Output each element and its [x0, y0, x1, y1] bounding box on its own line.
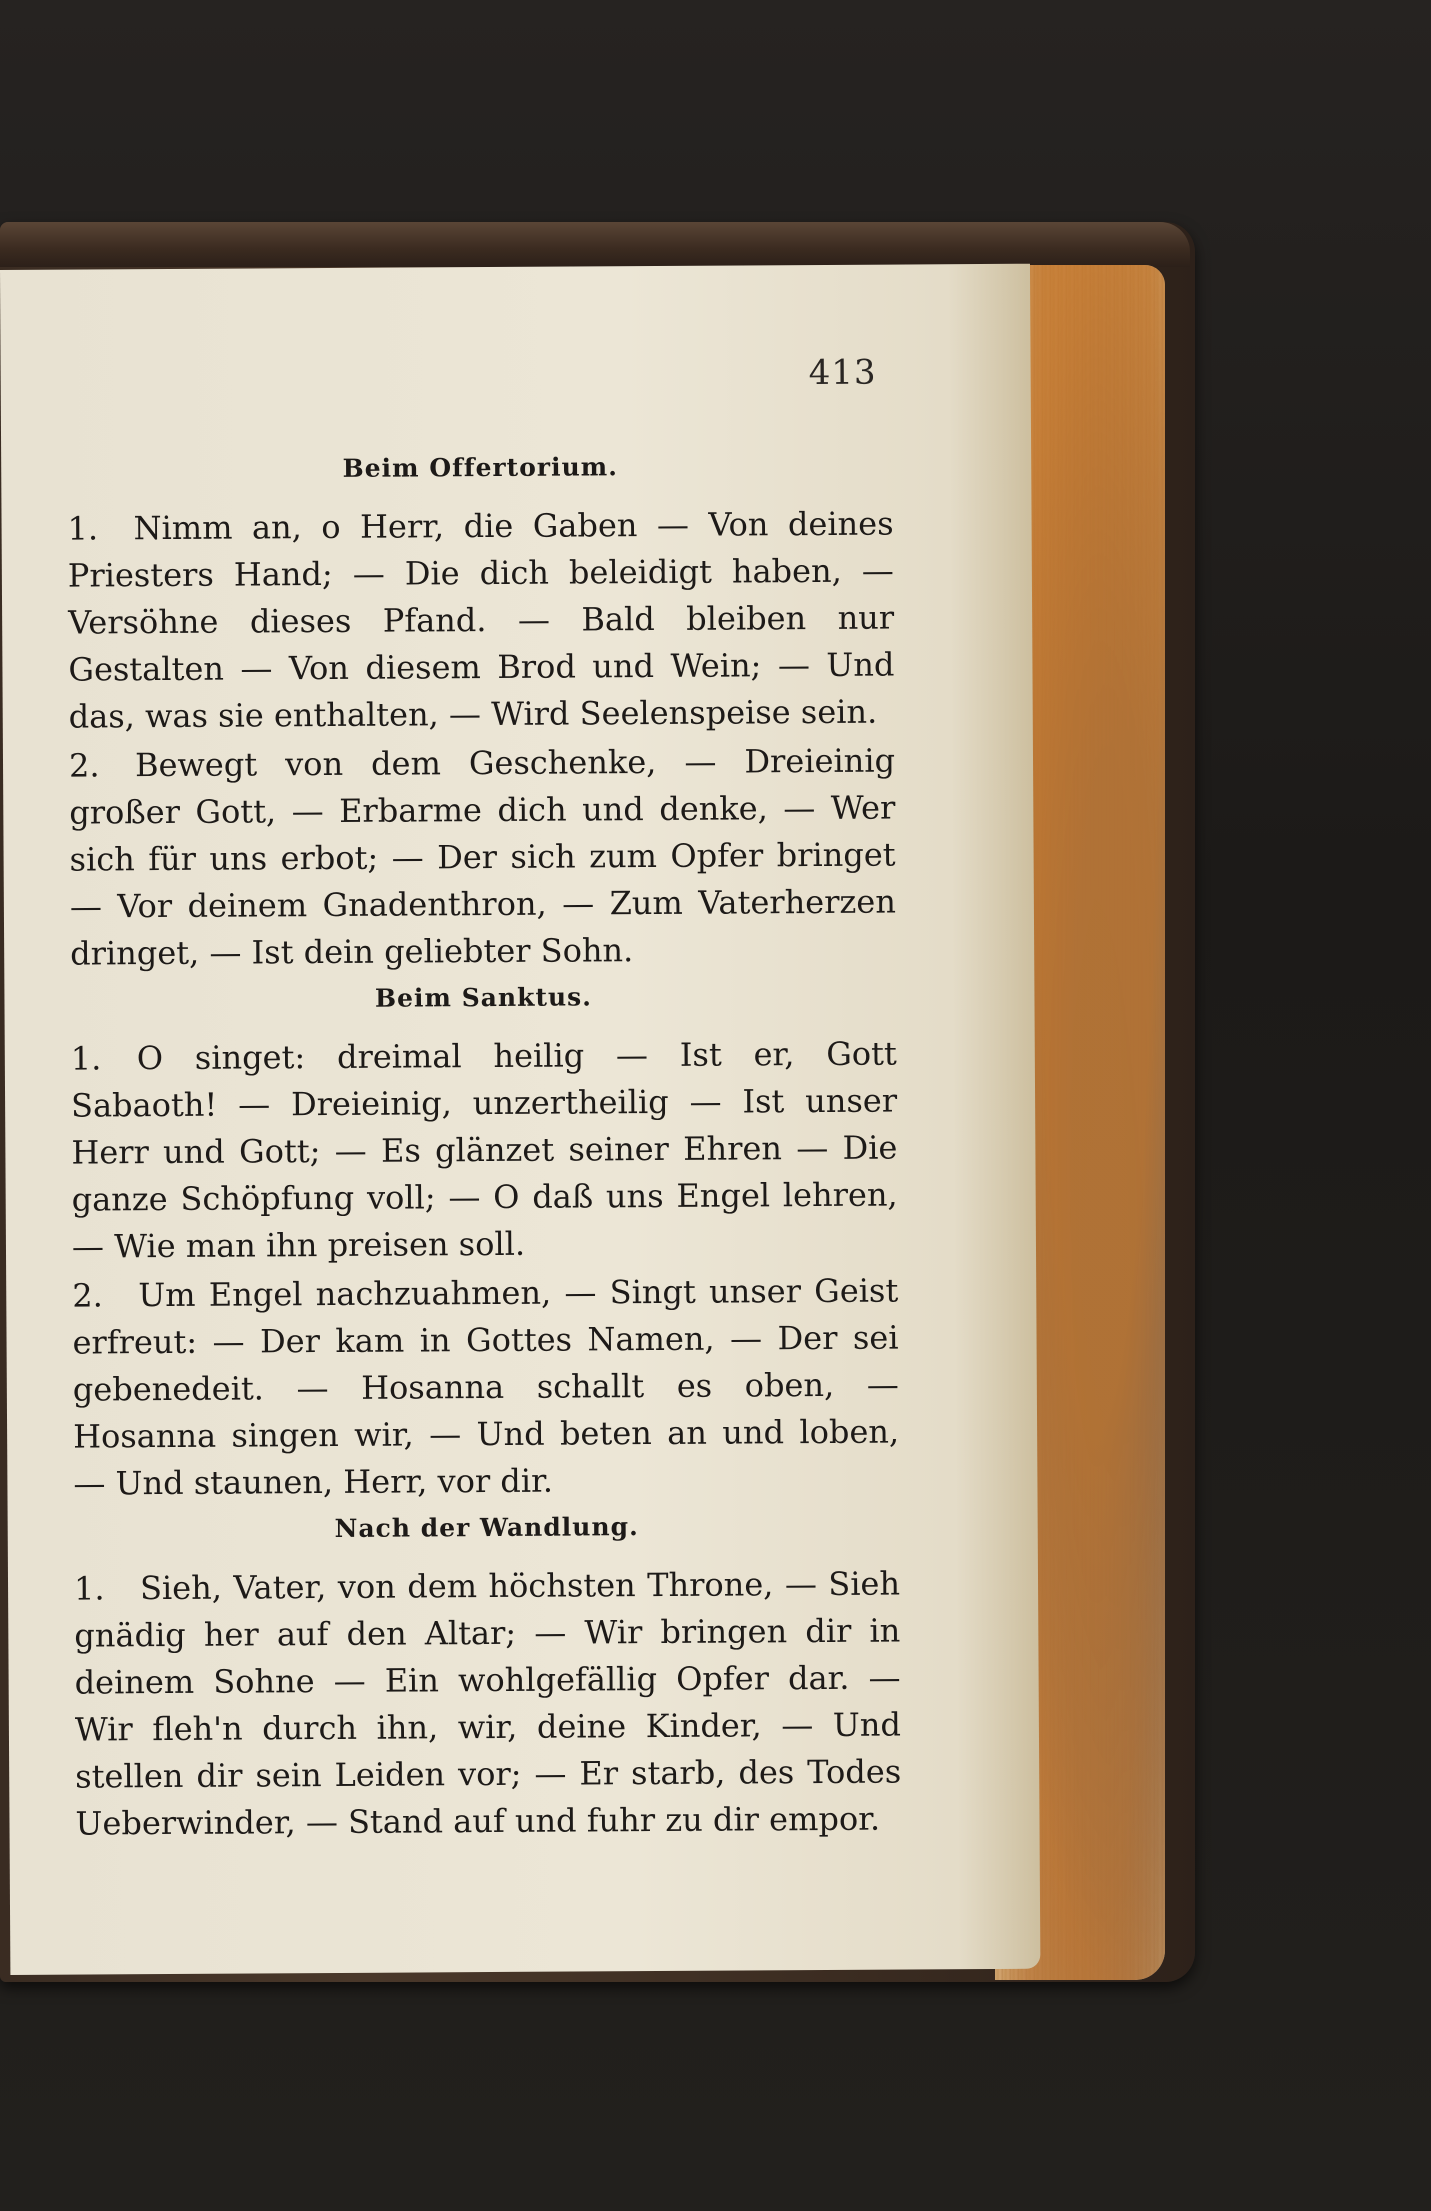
section-heading-sanktus: Beim Sanktus. [374, 982, 593, 1013]
verse-number: 2. [72, 1276, 103, 1315]
verse [71, 1031, 898, 1271]
verse-text: Bewegt von dem Geschenke, — Dreieinig großer Gott, — Erbarme dich und denke, — Wer sich für uns erbot; — Der sich zum Opfer bringet — Vor deinem Gnadenthron, — Zum Vaterherzen dringet, — Ist dein geliebter Sohn. [69, 741, 896, 973]
section-heading-wandlung: Nach der Wandlung. [334, 1512, 639, 1543]
book-page [0, 264, 1040, 1975]
verse-number: 2. [68, 746, 100, 785]
verse-number: 1. [73, 1569, 105, 1608]
verse [74, 1561, 902, 1848]
verse-text: Sieh, Vater, von dem höchsten Throne, — Sieh gnädig her auf den Altar; — Wir bringen dir in deinem Sohne — Ein wohlgefällig Opfer dar. — Wir fleh'n durch ihn, wir, deine Kinder, — Und stellen dir sein Leiden vor; — Er starb, des Todes Ueberwinder, — Stand auf und fuhr zu dir empor. [74, 1564, 902, 1843]
verse [72, 1268, 899, 1508]
verse-text: Nimm an, o Herr, die Gaben — Von deines Priesters Hand; — Die dich beleidigt haben, — Versöhne dieses Pfand. — Bald bleiben nur Gestalten — Von diesem Brod und Wein; — Und das, was sie enthalten, — Wird Seelenspeise sein. [67, 504, 895, 736]
verse-number: 1. [67, 509, 99, 548]
section-heading-offertorium: Beim Offertorium. [342, 452, 618, 483]
verse-number: 1. [70, 1039, 102, 1078]
book-cover-top-edge [0, 222, 1190, 267]
page-number: 413 [808, 352, 877, 394]
page-text [67, 445, 902, 1850]
verse [69, 738, 896, 978]
verse-text: Um Engel nachzuahmen, — Singt unser Geist erfreut: — Der kam in Gottes Namen, — Der sei gebenedeit. — Hosanna schallt es oben, — Hosanna singen wir, — Und beten an und loben, — Und staunen, Herr, vor dir. [72, 1271, 900, 1503]
verse-text: O singet: dreimal heilig — Ist er, Gott Sabaoth! — Dreieinig, unzertheilig — Ist unser Herr und Gott; — Es glänzet seiner Ehren — Die ganze Schöpfung voll; — O daß uns Engel lehren, — Wie man ihn preisen soll. [70, 1034, 898, 1266]
verse [67, 501, 894, 741]
